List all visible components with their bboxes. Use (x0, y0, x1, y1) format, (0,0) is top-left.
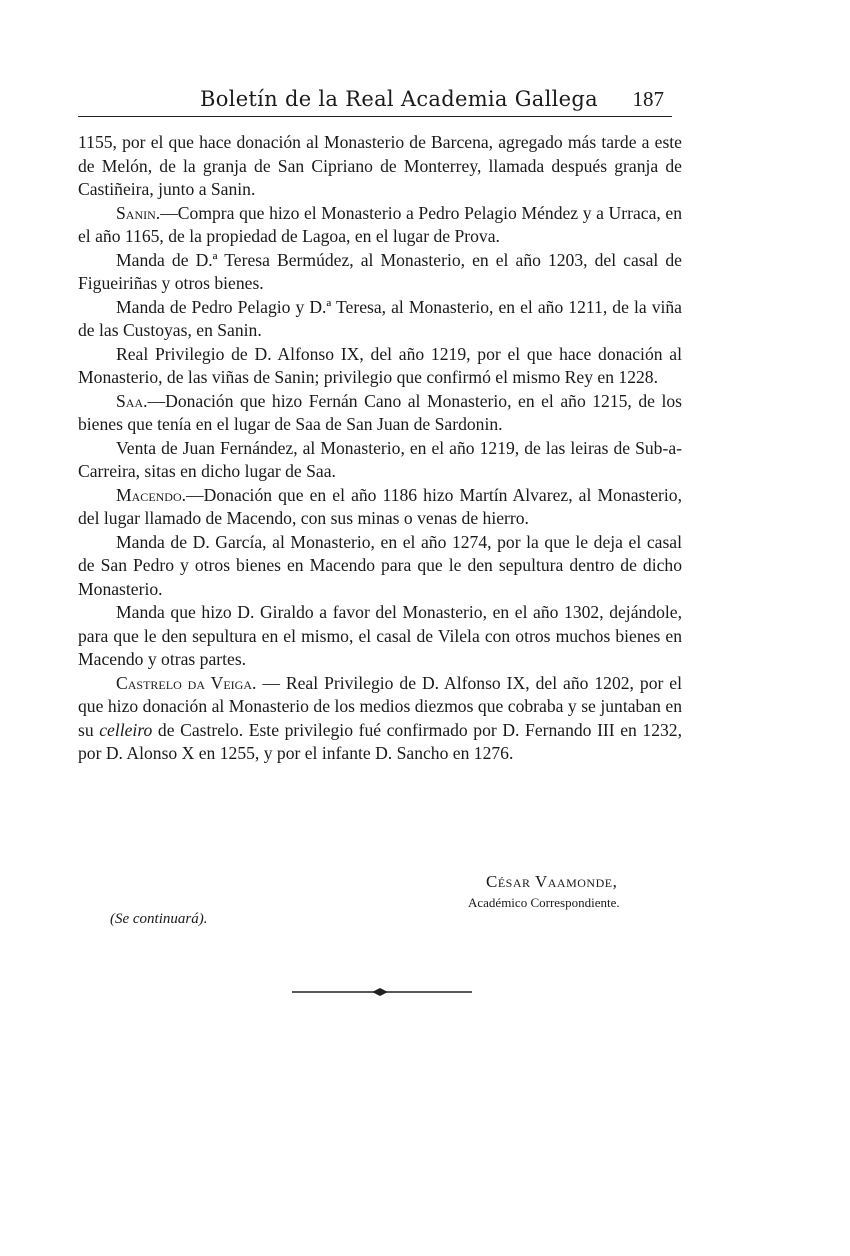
paragraph (78, 296, 682, 343)
continuation-note: (Se continuará). (110, 911, 208, 927)
paragraph (78, 601, 682, 672)
place-heading: Saa. (116, 390, 148, 411)
page-number: 187 (632, 87, 664, 111)
place-heading: Castrelo da Veiga. (116, 672, 257, 693)
paragraph (78, 249, 682, 296)
paragraph-text: de Castrelo. Este privilegio fué confirmado por D. Fernando III en 1232, por D. Alonso X en 1255, y por el infante D. Sancho en 1276. (78, 719, 682, 763)
paragraph-text: Venta de Juan Fernández, al Monasterio, en el año 1219, de las leiras de Sub-a-Carreira, sitas en dicho lugar de Saa. (78, 437, 682, 481)
paragraph-text: Manda de D. García, al Monasterio, en el año 1274, por la que le deja el casal de San Pedro y otros bienes en Macendo para que le den sepultura dentro de dicho Monasterio. (78, 531, 682, 599)
body-text (78, 131, 682, 766)
paragraph (78, 343, 682, 390)
paragraph-text: Real Privilegio de D. Alfonso IX, del año 1219, por el que hace donación al Monasterio, de las viñas de Sanin; privilegio que confirmó el mismo Rey en 1228. (78, 343, 682, 387)
paragraph-text: —Donación que en el año 1186 hizo Martín Alvarez, al Monasterio, del lugar llamado de Macendo, con sus minas o venas de hierro. (78, 484, 682, 528)
paragraph (78, 437, 682, 484)
author-role: Académico Correspondiente. (468, 895, 620, 910)
place-heading: Sanin. (116, 202, 161, 223)
paragraph-text: Manda que hizo D. Giraldo a favor del Monasterio, en el año 1302, dejándole, para que le den sepultura en el mismo, el casal de Vilela con otros muchos bienes en Macendo y otras partes. (78, 602, 682, 669)
paragraph-text: —Compra que hizo el Monasterio a Pedro Pelagio Méndez y a Urraca, en el año 1165, de la propiedad de Lagoa, en el lugar de Prova. (78, 202, 682, 246)
paragraph (78, 390, 682, 437)
place-heading: Macendo. (116, 484, 187, 505)
paragraph-text: 1155, por el que hace donación al Monasterio de Barcena, agregado más tarde a este de Melón, de la granja de San Cipriano de Monterrey, llamada después granja de Castiñeira, junto a Sanin. (78, 132, 682, 199)
running-header (78, 86, 672, 117)
paragraph (78, 202, 682, 249)
paragraph (78, 531, 682, 602)
ornament-divider (292, 984, 472, 1000)
paragraph (78, 672, 682, 766)
paragraph-text: —Donación que hizo Fernán Cano al Monasterio, en el año 1215, de los bienes que tenía en el lugar de Saa de San Juan de Sardonin. (78, 390, 682, 434)
paragraph (78, 131, 682, 202)
ornament-diamond (372, 988, 388, 996)
author-signature: César Vaamonde, (486, 872, 618, 891)
paragraph-text: — Real Privilegio de D. Alfonso IX, del año 1202, por el que hizo donación al Monasterio de los medios diezmos que cobraba y se juntaban en su (78, 672, 682, 740)
paragraph-text: Manda de D.ª Teresa Bermúdez, al Monasterio, en el año 1203, del casal de Figueiriñas y otros bienes. (78, 249, 682, 293)
emphasized-term: celleiro (99, 719, 153, 740)
paragraph-text: Manda de Pedro Pelagio y D.ª Teresa, al Monasterio, en el año 1211, de la viña de las Custoyas, en Sanin. (78, 296, 682, 340)
journal-title: Boletín de la Real Academia Gallega (200, 87, 598, 111)
paragraph (78, 484, 682, 531)
